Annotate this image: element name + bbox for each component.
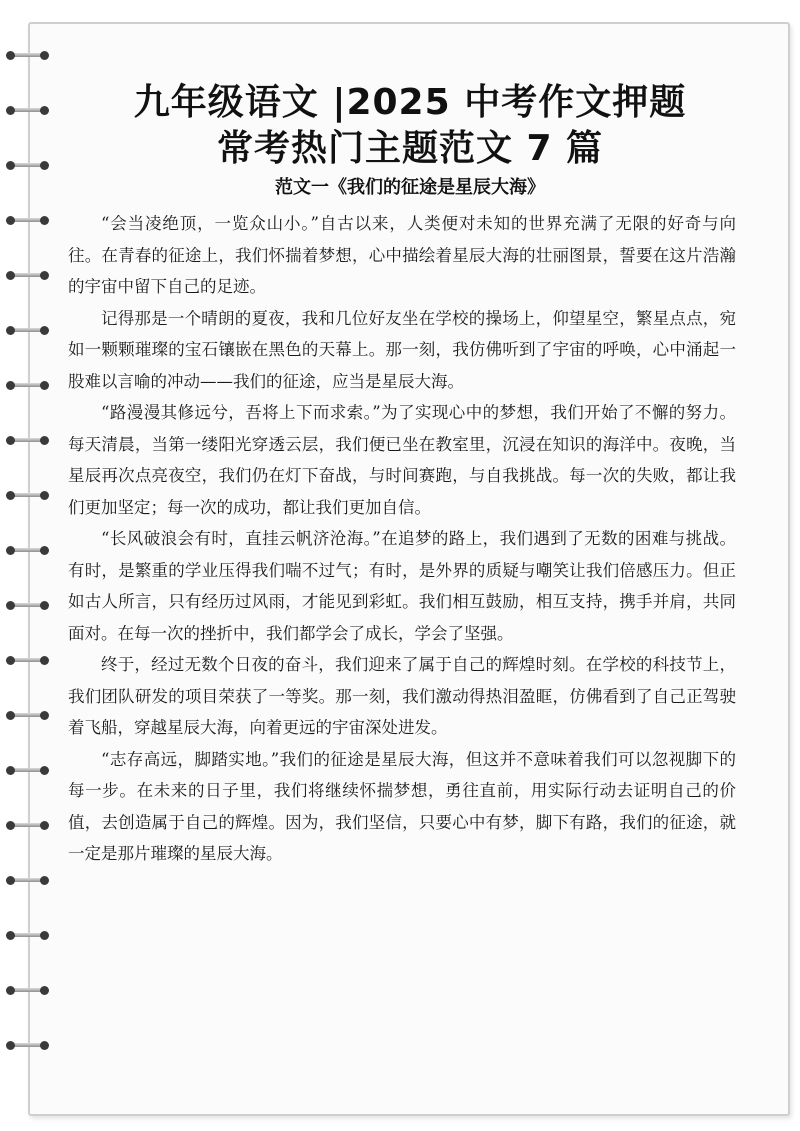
- spiral-binding-ring-icon: [6, 983, 54, 997]
- spiral-binding-ring-icon: [6, 928, 54, 942]
- essay-paragraph-5: 终于，经过无数个日夜的奋斗，我们迎来了属于自己的辉煌时刻。在学校的科技节上，我们团队研发的项目荣获了一等奖。那一刻，我们激动得热泪盈眶，仿佛看到了自己正驾驶着飞船，穿越星辰大海，向着更远的宇宙深处进发。: [68, 655, 736, 737]
- spiral-binding-ring-icon: [6, 873, 54, 887]
- spiral-binding-ring-icon: [6, 763, 54, 777]
- essay-heading: 范文一《我们的征途是星辰大海》: [275, 177, 545, 198]
- spiral-binding-ring-icon: [6, 598, 54, 612]
- spiral-binding-ring-icon: [6, 378, 54, 392]
- essay-paragraph-6: “志存高远，脚踏实地。”我们的征途是星辰大海，但这并不意味着我们可以忽视脚下的每一步。在未来的日子里，我们将继续怀揣梦想，勇往直前，用实际行动去证明自己的价值，去创造属于自己的辉煌。因为，我们坚信，只要心中有梦，脚下有路，我们的征途，就一定是那片璀璨的星辰大海。: [68, 749, 736, 863]
- essay-paragraph-3: “路漫漫其修远兮，吾将上下而求索。”为了实现心中的梦想，我们开始了不懈的努力。每天清晨，当第一缕阳光穿透云层，我们便已坐在教室里，沉浸在知识的海洋中。夜晚，当星辰再次点亮夜空，我们仍在灯下奋战，与时间赛跑，与自我挑战。每一次的失败，都让我们更加坚定；每一次的成功，都让我们更加自信。: [68, 403, 736, 517]
- spiral-binding-ring-icon: [6, 708, 54, 722]
- spiral-binding-ring-icon: [6, 818, 54, 832]
- document-title-line-1: 九年级语文 |2025 中考作文押题: [133, 82, 687, 123]
- document-title-line-2: 常考热门主题范文 7 篇: [216, 128, 604, 169]
- essay-paragraph-1: “会当凌绝顶，一览众山小。”自古以来，人类便对未知的世界充满了无限的好奇与向往。在青春的征途上，我们怀揣着梦想，心中描绘着星辰大海的壮丽图景，誓要在这片浩瀚的宇宙中留下自己的足迹。: [68, 214, 736, 296]
- spiral-binding-ring-icon: [6, 653, 54, 667]
- spiral-binding-ring-icon: [6, 543, 54, 557]
- spiral-binding-ring-icon: [6, 268, 54, 282]
- essay-paragraph-4: “长风破浪会有时，直挂云帆济沧海。”在追梦的路上，我们遇到了无数的困难与挑战。有时，是繁重的学业压得我们喘不过气；有时，是外界的质疑与嘲笑让我们倍感压力。但正如古人所言，只有经历过风雨，才能见到彩虹。我们相互鼓励，相互支持，携手并肩，共同面对。在每一次的挫折中，我们都学会了成长，学会了坚强。: [68, 529, 736, 643]
- spiral-binding-ring-icon: [6, 323, 54, 337]
- spiral-binding-ring-icon: [6, 1038, 54, 1052]
- spiral-binding-ring-icon: [6, 48, 54, 62]
- spiral-binding-ring-icon: [6, 488, 54, 502]
- essay-body: [68, 208, 736, 870]
- essay-paragraph-2: 记得那是一个晴朗的夏夜，我和几位好友坐在学校的操场上，仰望星空，繁星点点，宛如一颗颗璀璨的宝石镶嵌在黑色的天幕上。那一刻，我仿佛听到了宇宙的呼唤，心中涌起一股难以言喻的冲动——我们的征途，应当是星辰大海。: [68, 308, 736, 391]
- spiral-binding-ring-icon: [6, 433, 54, 447]
- spiral-binding-ring-icon: [6, 213, 54, 227]
